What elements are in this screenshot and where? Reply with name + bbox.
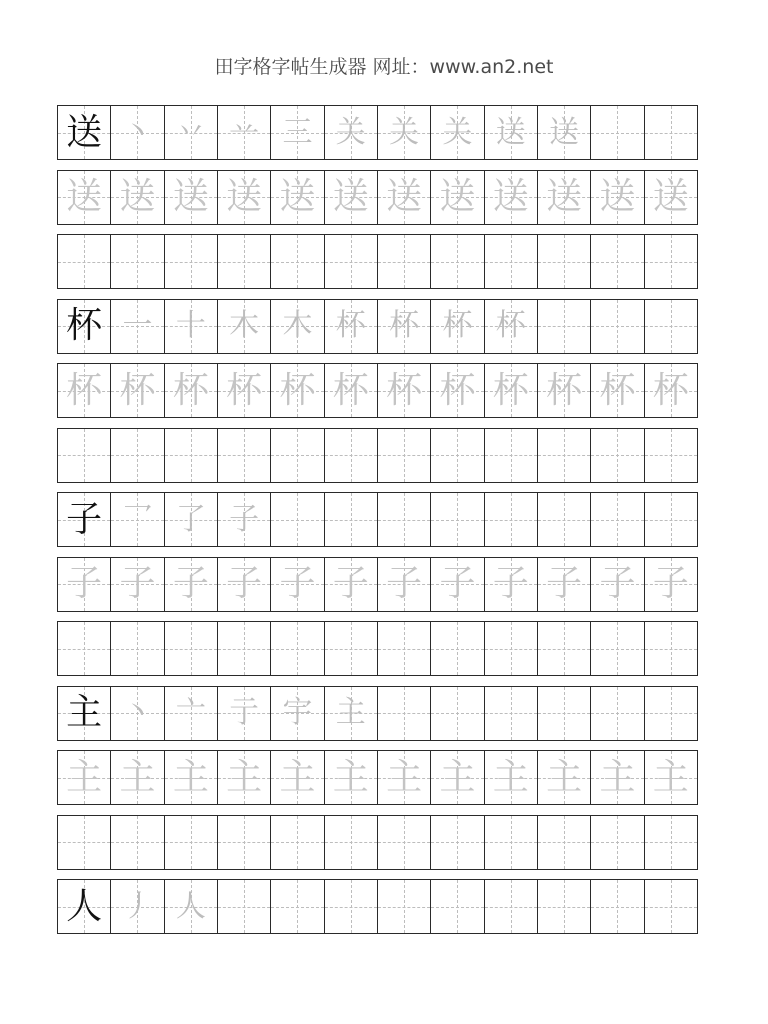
stroke-step-character: 丿 [122, 888, 153, 924]
grid-cell [324, 428, 378, 483]
grid-cell [484, 879, 538, 934]
grid-cell [484, 170, 538, 225]
grid-cell [270, 170, 324, 225]
grid-cell [644, 105, 698, 160]
trace-character: 主 [386, 756, 423, 798]
grid-cell [164, 299, 218, 354]
trace-character: 子 [599, 563, 636, 604]
grid-cell [484, 428, 538, 483]
grid-cell [484, 750, 538, 805]
grid-cell [270, 750, 324, 805]
stroke-step-character: 送 [495, 114, 526, 150]
model-character: 杯 [66, 305, 103, 346]
grid-cell [590, 363, 644, 418]
practice-row-blank [57, 428, 709, 483]
grid-cell [590, 750, 644, 805]
grid-cell [217, 621, 271, 676]
grid-cell [644, 621, 698, 676]
stroke-step-character: 亍 [229, 695, 260, 730]
grid-cell [430, 428, 484, 483]
stroke-step-character: 关 [389, 114, 420, 150]
grid-cell [324, 234, 378, 289]
practice-sheet [57, 105, 709, 944]
practice-row-stroke [57, 686, 709, 741]
grid-cell [324, 815, 378, 870]
grid-cell [537, 686, 591, 741]
stroke-step-character: 乛 [122, 501, 153, 537]
grid-cell [110, 879, 164, 934]
grid-cell [430, 621, 484, 676]
grid-cell [644, 492, 698, 547]
grid-cell [537, 815, 591, 870]
grid-cell [217, 557, 271, 612]
grid-cell [377, 492, 431, 547]
grid-cell [430, 299, 484, 354]
grid-cell [484, 557, 538, 612]
grid-cell [590, 428, 644, 483]
grid-cell [270, 428, 324, 483]
model-character: 子 [66, 498, 103, 540]
grid-cell [164, 815, 218, 870]
grid-cell [270, 363, 324, 418]
grid-cell [537, 492, 591, 547]
trace-character: 子 [226, 563, 263, 604]
practice-row-blank [57, 234, 709, 289]
stroke-step-character: 一 [122, 308, 153, 343]
grid-cell [164, 428, 218, 483]
stroke-step-character: 宇 [282, 695, 313, 730]
practice-row-stroke [57, 105, 709, 160]
grid-cell [270, 105, 324, 160]
grid-cell [217, 299, 271, 354]
grid-cell [430, 170, 484, 225]
grid-cell [324, 299, 378, 354]
grid-cell [110, 299, 164, 354]
trace-character: 主 [279, 756, 316, 798]
stroke-step-character: 丷 [175, 114, 206, 150]
grid-cell [430, 750, 484, 805]
grid-cell [377, 750, 431, 805]
grid-cell [110, 557, 164, 612]
stroke-step-character: 三 [282, 114, 313, 150]
grid-cell [537, 621, 591, 676]
grid-cell [590, 492, 644, 547]
stroke-step-character: 送 [549, 114, 580, 150]
grid-cell [537, 557, 591, 612]
grid-cell [164, 879, 218, 934]
grid-cell [324, 879, 378, 934]
grid-cell [644, 815, 698, 870]
grid-cell [644, 234, 698, 289]
stroke-step-character: 杯 [335, 308, 366, 343]
grid-cell [377, 815, 431, 870]
grid-cell [537, 428, 591, 483]
grid-cell [377, 621, 431, 676]
stroke-step-character: 木 [229, 308, 260, 343]
grid-cell [270, 879, 324, 934]
grid-cell [324, 105, 378, 160]
stroke-step-character: 䒑 [229, 114, 260, 150]
trace-character: 送 [332, 176, 369, 217]
grid-cell [110, 234, 164, 289]
grid-cell [644, 557, 698, 612]
trace-character: 子 [119, 563, 156, 604]
model-character: 主 [66, 692, 103, 733]
trace-character: 子 [492, 563, 529, 604]
grid-cell [57, 815, 111, 870]
trace-character: 主 [172, 756, 209, 798]
grid-cell [270, 621, 324, 676]
trace-character: 送 [279, 176, 316, 217]
trace-character: 送 [172, 176, 209, 217]
trace-character: 杯 [66, 369, 103, 411]
grid-cell [324, 750, 378, 805]
grid-cell [537, 879, 591, 934]
grid-cell [57, 234, 111, 289]
grid-cell [324, 621, 378, 676]
grid-cell [270, 686, 324, 741]
grid-cell [377, 557, 431, 612]
grid-cell [430, 557, 484, 612]
model-character: 送 [66, 111, 103, 153]
grid-cell [217, 815, 271, 870]
grid-cell [57, 686, 111, 741]
trace-character: 主 [66, 756, 103, 798]
grid-cell [430, 363, 484, 418]
grid-cell [430, 815, 484, 870]
trace-character: 主 [332, 756, 369, 798]
grid-cell [270, 299, 324, 354]
grid-cell [377, 170, 431, 225]
grid-cell [430, 879, 484, 934]
grid-cell [57, 879, 111, 934]
stroke-step-character: 了 [175, 501, 206, 537]
grid-cell [110, 363, 164, 418]
grid-cell [484, 363, 538, 418]
grid-cell [590, 879, 644, 934]
grid-cell [164, 621, 218, 676]
trace-character: 杯 [226, 369, 263, 411]
trace-character: 主 [492, 756, 529, 798]
grid-cell [57, 557, 111, 612]
grid-cell [110, 492, 164, 547]
grid-cell [484, 299, 538, 354]
stroke-step-character: 人 [175, 888, 206, 924]
grid-cell [324, 686, 378, 741]
trace-character: 送 [386, 176, 423, 217]
grid-cell [644, 299, 698, 354]
stroke-step-character: 亠 [175, 695, 206, 730]
grid-cell [270, 492, 324, 547]
grid-cell [484, 621, 538, 676]
grid-cell [57, 492, 111, 547]
grid-cell [484, 815, 538, 870]
practice-row-stroke [57, 492, 709, 547]
grid-cell [110, 815, 164, 870]
stroke-step-character: 关 [442, 114, 473, 150]
practice-row-blank [57, 815, 709, 870]
grid-cell [537, 105, 591, 160]
grid-cell [217, 105, 271, 160]
grid-cell [270, 557, 324, 612]
grid-cell [110, 686, 164, 741]
trace-character: 主 [599, 756, 636, 798]
grid-cell [164, 557, 218, 612]
grid-cell [110, 170, 164, 225]
trace-character: 子 [386, 563, 423, 604]
grid-cell [377, 234, 431, 289]
grid-cell [590, 815, 644, 870]
grid-cell [537, 299, 591, 354]
grid-cell [324, 170, 378, 225]
trace-character: 主 [546, 756, 583, 798]
grid-cell [537, 363, 591, 418]
grid-cell [217, 363, 271, 418]
grid-cell [57, 105, 111, 160]
trace-character: 送 [652, 176, 689, 217]
stroke-step-character: 十 [175, 308, 206, 343]
practice-row-stroke [57, 879, 709, 934]
model-character: 人 [66, 885, 103, 927]
grid-cell [324, 557, 378, 612]
stroke-step-character: 木 [282, 308, 313, 343]
trace-character: 主 [652, 756, 689, 798]
grid-cell [217, 750, 271, 805]
grid-cell [484, 234, 538, 289]
grid-cell [164, 170, 218, 225]
grid-cell [590, 299, 644, 354]
grid-cell [217, 492, 271, 547]
stroke-step-character: 杯 [442, 308, 473, 343]
practice-row-trace [57, 750, 709, 805]
grid-cell [217, 879, 271, 934]
grid-cell [110, 621, 164, 676]
grid-cell [164, 750, 218, 805]
grid-cell [644, 686, 698, 741]
grid-cell [430, 234, 484, 289]
practice-row-trace [57, 170, 709, 225]
practice-row-trace [57, 363, 709, 418]
grid-cell [217, 170, 271, 225]
trace-character: 子 [546, 563, 583, 604]
grid-cell [110, 750, 164, 805]
trace-character: 送 [119, 176, 156, 217]
trace-character: 杯 [332, 369, 369, 411]
grid-cell [644, 363, 698, 418]
grid-cell [590, 170, 644, 225]
grid-cell [377, 686, 431, 741]
stroke-step-character: 关 [335, 114, 366, 150]
practice-row-blank [57, 621, 709, 676]
trace-character: 杯 [439, 369, 476, 411]
grid-cell [217, 686, 271, 741]
grid-cell [164, 492, 218, 547]
trace-character: 子 [172, 563, 209, 604]
grid-cell [164, 686, 218, 741]
grid-cell [537, 750, 591, 805]
grid-cell [57, 750, 111, 805]
trace-character: 主 [226, 756, 263, 798]
trace-character: 送 [226, 176, 263, 217]
trace-character: 杯 [386, 369, 423, 411]
grid-cell [590, 234, 644, 289]
grid-cell [484, 686, 538, 741]
trace-character: 子 [332, 563, 369, 604]
grid-cell [590, 686, 644, 741]
trace-character: 杯 [546, 369, 583, 411]
grid-cell [377, 879, 431, 934]
trace-character: 子 [279, 563, 316, 604]
grid-cell [377, 428, 431, 483]
grid-cell [164, 363, 218, 418]
trace-character: 送 [66, 176, 103, 217]
grid-cell [430, 686, 484, 741]
stroke-step-character: 杯 [495, 308, 526, 343]
grid-cell [57, 428, 111, 483]
trace-character: 送 [492, 176, 529, 217]
grid-cell [217, 234, 271, 289]
trace-character: 送 [599, 176, 636, 217]
trace-character: 杯 [172, 369, 209, 411]
trace-character: 子 [439, 563, 476, 604]
grid-cell [57, 170, 111, 225]
grid-cell [110, 428, 164, 483]
grid-cell [164, 105, 218, 160]
stroke-step-character: 丶 [122, 114, 153, 150]
grid-cell [270, 234, 324, 289]
grid-cell [57, 363, 111, 418]
grid-cell [377, 105, 431, 160]
stroke-step-character: 主 [335, 695, 366, 730]
stroke-step-character: 杯 [389, 308, 420, 343]
grid-cell [644, 879, 698, 934]
trace-character: 杯 [599, 369, 636, 411]
trace-character: 杯 [652, 369, 689, 411]
grid-cell [377, 363, 431, 418]
grid-cell [537, 170, 591, 225]
trace-character: 杯 [119, 369, 156, 411]
grid-cell [644, 428, 698, 483]
trace-character: 送 [546, 176, 583, 217]
trace-character: 送 [439, 176, 476, 217]
grid-cell [430, 105, 484, 160]
grid-cell [537, 234, 591, 289]
grid-cell [324, 492, 378, 547]
trace-character: 主 [439, 756, 476, 798]
grid-cell [57, 299, 111, 354]
grid-cell [57, 621, 111, 676]
grid-cell [644, 170, 698, 225]
practice-row-stroke [57, 299, 709, 354]
page-title: 田字格字帖生成器 网址：www.an2.net [214, 56, 554, 78]
grid-cell [644, 750, 698, 805]
grid-cell [217, 428, 271, 483]
grid-cell [270, 815, 324, 870]
grid-cell [324, 363, 378, 418]
grid-cell [590, 621, 644, 676]
grid-cell [484, 492, 538, 547]
grid-cell [590, 105, 644, 160]
trace-character: 子 [66, 563, 103, 604]
grid-cell [164, 234, 218, 289]
stroke-step-character: 丶 [122, 695, 153, 730]
grid-cell [430, 492, 484, 547]
grid-cell [484, 105, 538, 160]
grid-cell [377, 299, 431, 354]
stroke-step-character: 子 [229, 501, 260, 537]
grid-cell [590, 557, 644, 612]
practice-row-trace [57, 557, 709, 612]
grid-cell [110, 105, 164, 160]
trace-character: 主 [119, 756, 156, 798]
trace-character: 杯 [492, 369, 529, 411]
trace-character: 杯 [279, 369, 316, 411]
trace-character: 子 [652, 563, 689, 604]
